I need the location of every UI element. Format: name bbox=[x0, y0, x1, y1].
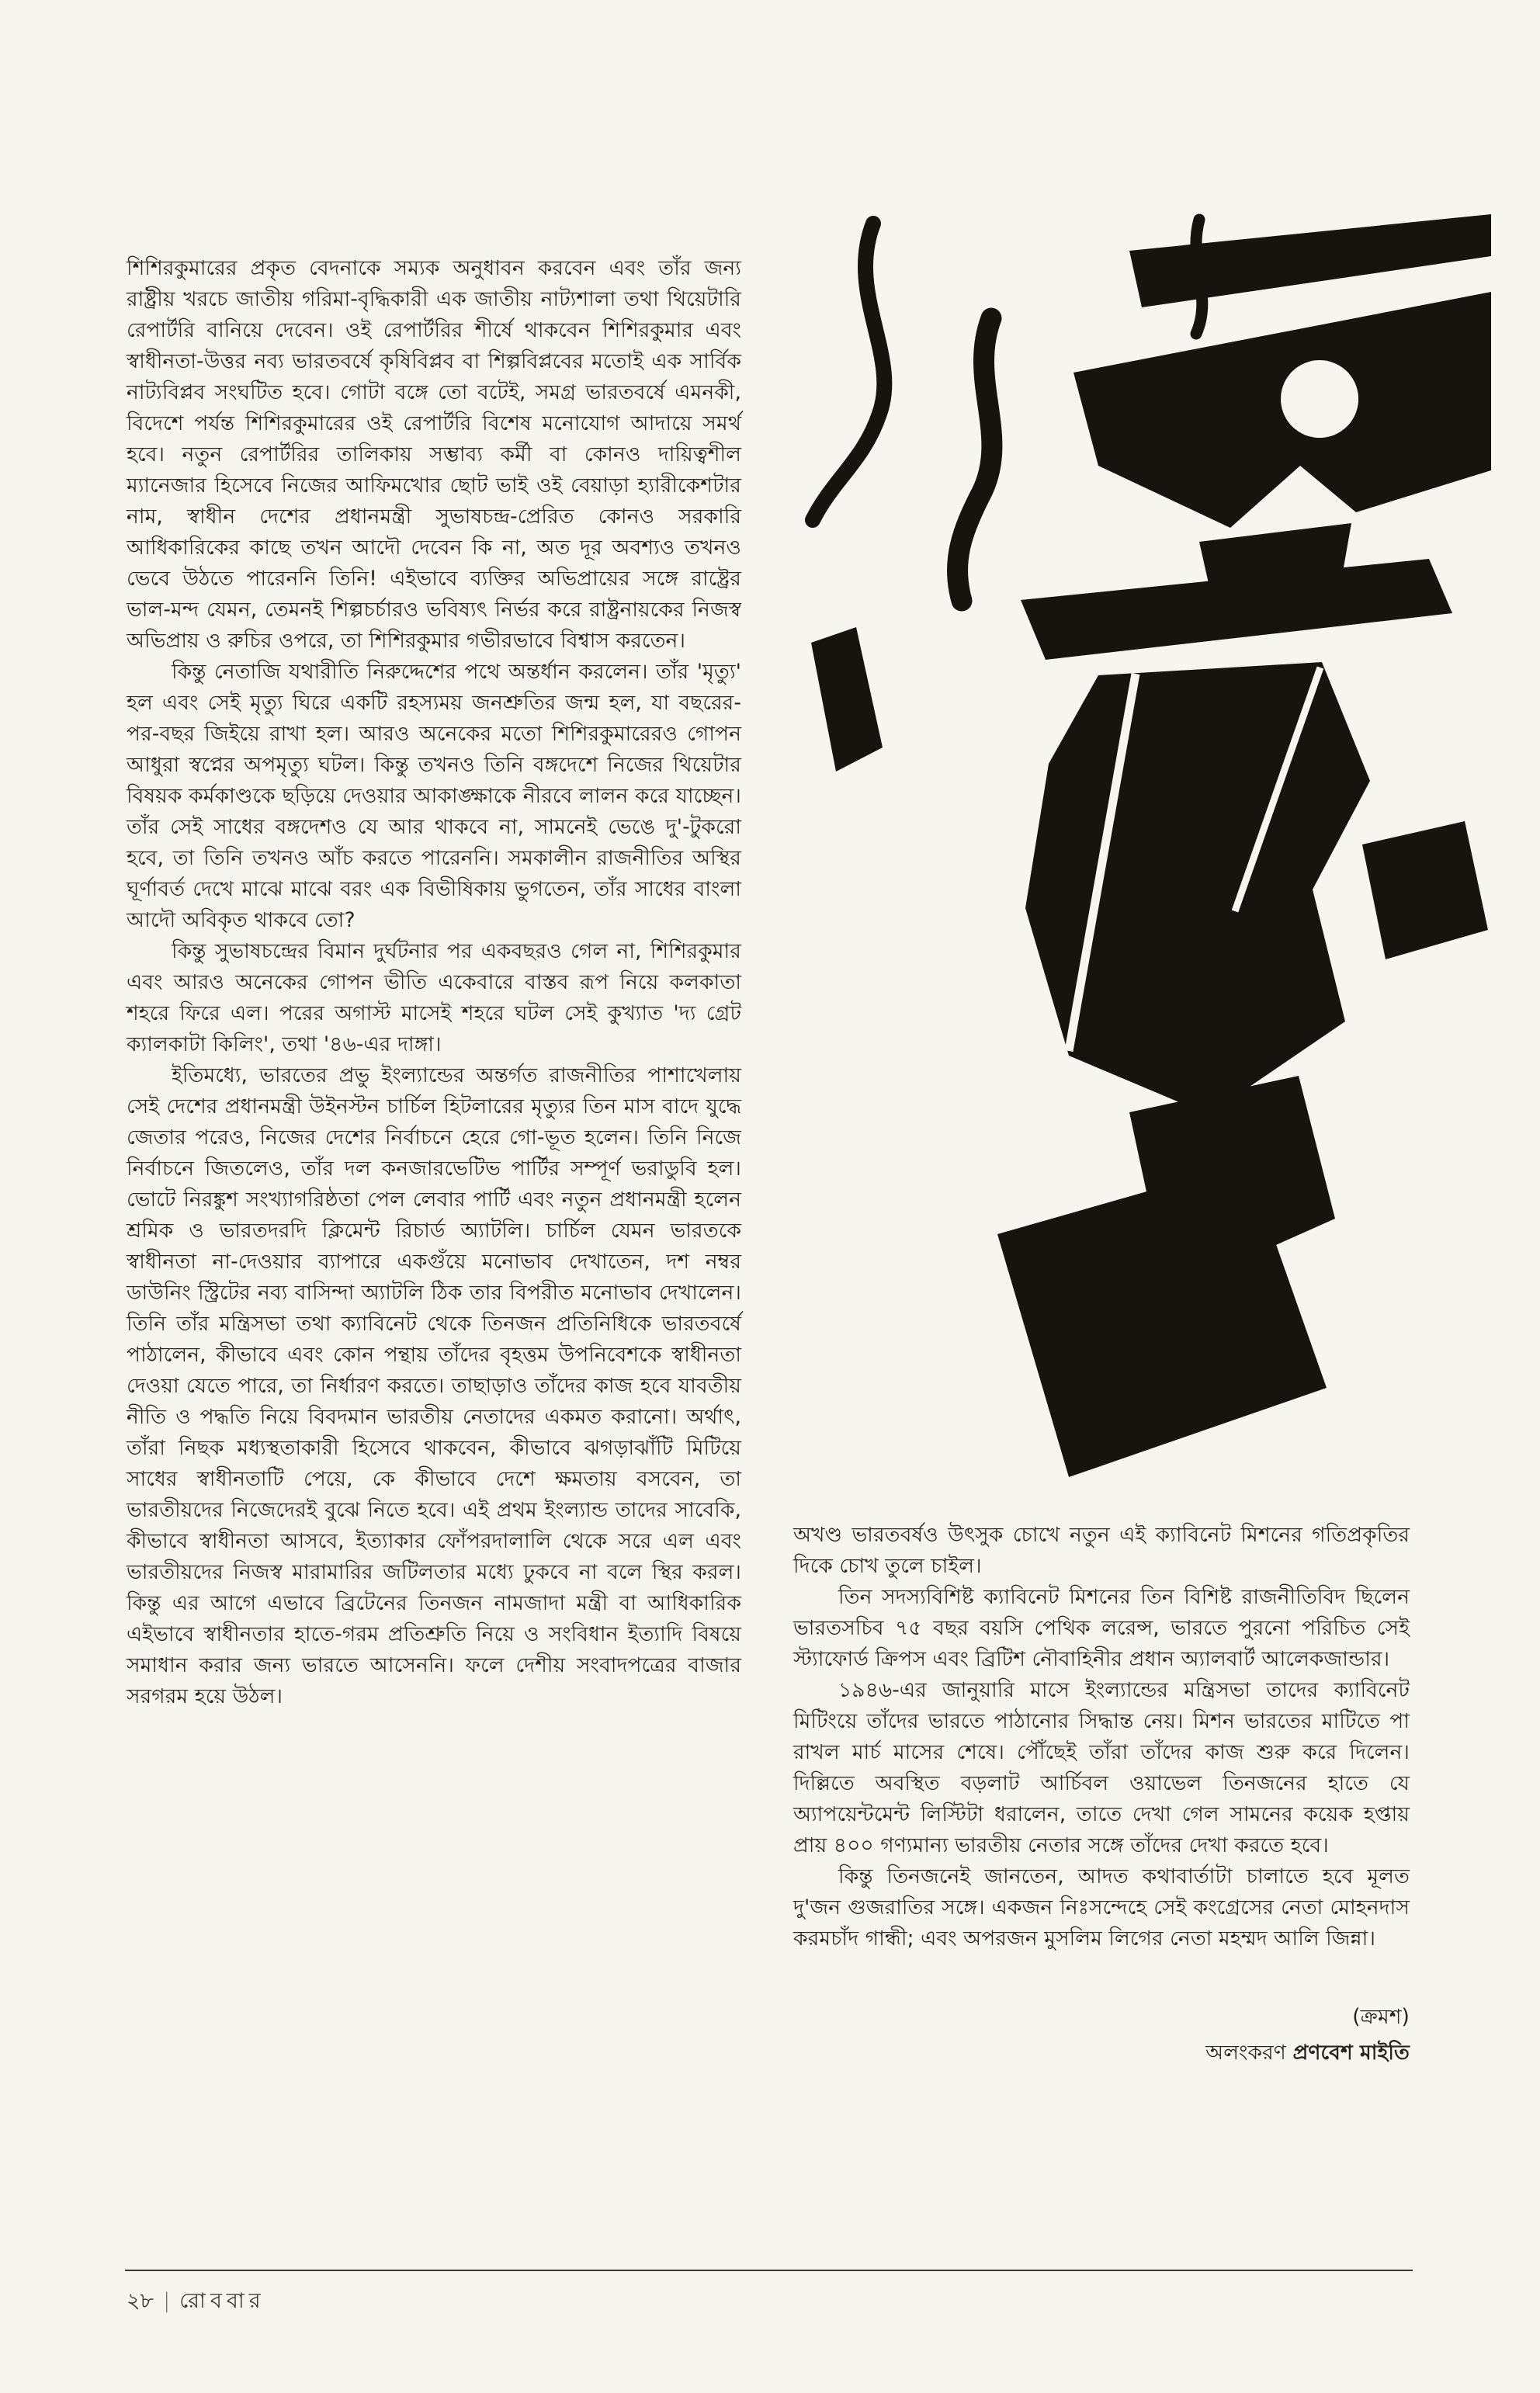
continuation-marker: (ক্রমশ) bbox=[1352, 2005, 1410, 2029]
left-text-column bbox=[127, 253, 741, 1712]
band-shape bbox=[1129, 214, 1491, 307]
credit-block bbox=[793, 1999, 1410, 2071]
footer-page-label bbox=[127, 2285, 265, 2320]
ribbon-shape bbox=[957, 318, 991, 601]
strip-shape bbox=[811, 627, 883, 772]
illustration-credit bbox=[793, 2035, 1410, 2071]
page-number: ২৮ bbox=[127, 2289, 154, 2313]
paragraph: ইতিমধ্যে, ভারতের প্রভু ইংল্যান্ডের অন্তর্গত রাজনীতির পাশাখেলায় সেই দেশের প্রধানমন্ত্রী উইনস্টন চার্চিল হিটলারের মৃত্যুর তিন মাস বাদে যুদ্ধে জেতার পরেও, নিজের দেশের নির্বাচনে হেরে গো-ভূত হলেন। তিনি নিজে নির্বাচনে জিতলেও, তাঁর দল কনজারভেটিভ পার্টির সম্পূর্ণ ভরাডুবি হল। ভোটে নিরঙ্কুশ সংখ্যাগরিষ্ঠতা পেল লেবার পার্টি এবং নতুন প্রধানমন্ত্রী হলেন শ্রমিক ও ভারতদরদি ক্লিমেন্ট রিচার্ড অ্যাটলি। চার্চিল যেমন ভারতকে স্বাধীনতা না-দেওয়ার ব্যাপারে একগুঁয়ে মনোভাব দেখাতেন, দশ নম্বর ডাউনিং স্ট্রিটের নব্য বাসিন্দা অ্যাটলি ঠিক তার বিপরীত মনোভাব দেখালেন। তিনি তাঁর মন্ত্রিসভা তথা ক্যাবিনেট থেকে তিনজন প্রতিনিধিকে ভারতবর্ষে পাঠালেন, কীভাবে এবং কোন পন্থায় তাঁদের বৃহত্তম উপনিবেশকে স্বাধীনতা দেওয়া যেতে পারে, তা নির্ধারণ করতে। তাছাড়াও তাঁদের কাজ হবে যাবতীয় নীতি ও পদ্ধতি নিয়ে বিবদমান ভারতীয় নেতাদের একমত করানো। অর্থাৎ, তাঁরা নিছক মধ্যস্থতাকারী হিসেবে থাকবেন, কীভাবে ঝগড়াঝাঁটি মিটিয়ে সাধের স্বাধীনতাটি পেয়ে, কে কীভাবে দেশে ক্ষমতায় বসবেন, তা ভারতীয়দের নিজেদেরই বুঝে নিতে হবে। এই প্রথম ইংল্যান্ড তাদের সাবেকি, কীভাবে স্বাধীনতা আসবে, ইত্যাকার ফোঁপরদালালি থেকে সরে এল এবং ভারতীয়দের নিজস্ব মারামারির জটিলতার মধ্যে ঢুকবে না বলে স্থির করল। কিন্তু এর আগে এভাবে ব্রিটেনের তিনজন নামজাদা মন্ত্রী বা আধিকারিক এইভাবে স্বাধীনতার হাতে-গরম প্রতিশ্রুতি নিয়ে ও সংবিধান ইত্যাদি বিষয়ে সমাধান করার জন্য ভারতে আসেননি। ফলে দেশীয় সংবাদপত্রের বাজার সরগরম হয়ে উঠল। bbox=[127, 1063, 741, 1708]
mass-shape bbox=[1025, 662, 1370, 1115]
abstract-ink-collage-illustration bbox=[765, 208, 1494, 1496]
paragraph: তিন সদস্যবিশিষ্ট ক্যাবিনেট মিশনের তিন বিশিষ্ট রাজনীতিবিদ ছিলেন ভারতসচিব ৭৫ বছর বয়সি পেথিক লরেন্স, ভারতে পুরনো পরিচিত সেই স্ট্যাফোর্ড ক্রিপস এবং ব্রিটিশ নৌবাহিনীর প্রধান অ্যালবার্ট আলেকজান্ডার। bbox=[793, 1585, 1410, 1671]
paragraph: কিন্তু নেতাজি যথারীতি নিরুদ্দেশের পথে অন্তর্ধান করলেন। তাঁর 'মৃত্যু' হল এবং সেই মৃত্যু ঘিরে একটি রহস্যময় জনশ্রুতির জন্ম হল, যা বছরের-পর-বছর জিইয়ে রাখা হল। আরও অনেকের মতো শিশিরকুমারেরও গোপন আধুরা স্বপ্নের অপমৃত্যু ঘটল। কিন্তু তখনও তিনি বঙ্গদেশে নিজের থিয়েটার বিষয়ক কর্মকাণ্ডকে ছড়িয়ে দেওয়ার আকাঙ্ক্ষাকে নীরবে লালন করে যাচ্ছেন। তাঁর সেই সাধের বঙ্গদেশও যে আর থাকবে না, সামনেই ভেঙে দু'-টুকরো হবে, তা তিনি তখনও আঁচ করতে পারেননি। সমকালীন রাজনীতির অস্থির ঘূর্ণাবর্ত দেখে মাঝে মাঝে বরং এক বিভীষিকায় ভুগতেন, তাঁর সাধের বাংলা আদৌ অবিকৃত থাকবে তো? bbox=[127, 660, 741, 932]
magazine-name: রোববার bbox=[179, 2289, 265, 2313]
credit-label: অলংকরণ bbox=[1205, 2041, 1286, 2065]
credit-name: প্রণবেশ মাইতি bbox=[1292, 2041, 1410, 2065]
ribbon-shape bbox=[813, 224, 884, 520]
paragraph: কিন্তু তিনজনেই জানতেন, আদত কথাবার্তাটা চালাতে হবে মূলত দু'জন গুজরাতির সঙ্গে। একজন নিঃসন্দেহে সেই কংগ্রেসের নেতা মোহনদাস করমচাঁদ গান্ধী; এবং অপরজন মুসলিম লিগের নেতা মহম্মদ আলি জিন্না। bbox=[793, 1864, 1410, 1951]
right-text-column bbox=[793, 1520, 1410, 2071]
footer-divider bbox=[125, 2270, 1413, 2271]
ink-shapes bbox=[811, 214, 1491, 1477]
footer-separator: | bbox=[163, 2289, 171, 2313]
paragraph: ১৯৪৬-এর জানুয়ারি মাসে ইংল্যান্ডের মন্ত্রিসভা তাদের ক্যাবিনেট মিটিংয়ে তাঁদের ভারতে পাঠানোর সিদ্ধান্ত নেয়। মিশন ভারতের মাটিতে পা রাখল মার্চ মাসের শেষে। পৌঁছেই তাঁরা তাঁদের কাজ শুরু করে দিলেন। দিল্লিতে অবস্থিত বড়লাট আর্চিবল ওয়াভেল তিনজনের হাতে যে অ্যাপয়েন্টমেন্ট লিস্টিটা ধরালেন, তাতে দেখা গেল সামনের কয়েক হপ্তায় প্রায় ৪০০ গণ্যমান্য ভারতীয় নেতার সঙ্গে তাঁদের দেখা করতে হবে। bbox=[793, 1678, 1410, 1857]
paragraph: শিশিরকুমারের প্রকৃত বেদনাকে সম্যক অনুধাবন করবেন এবং তাঁর জন্য রাষ্ট্রীয় খরচে জাতীয় গরিমা-বৃদ্ধিকারী এক জাতীয় নাট্যশালা তথা থিয়েটারি রেপার্টরি বানিয়ে দেবেন। ওই রেপার্টরির শীর্ষে থাকবেন শিশিরকুমার এবং স্বাধীনতা-উত্তর নব্য ভারতবর্ষে কৃষিবিপ্লব বা শিল্পবিপ্লবের মতোই এক সার্বিক নাট্যবিপ্লব সংঘটিত হবে। গোটা বঙ্গে তো বটেই, সমগ্র ভারতবর্ষে এমনকী, বিদেশে পর্যন্ত শিশিরকুমারের ওই রেপার্টরি বিশেষ মনোযোগ আদায়ে সমর্থ হবে। নতুন রেপার্টরির তালিকায় সম্ভাব্য কর্মী বা কোনও দায়িত্বশীল ম্যানেজার হিসেবে নিজের আফিমখোর ছোট ভাই ওই বেয়াড়া হ্যারীকেশটার নাম, স্বাধীন দেশের প্রধানমন্ত্রী সুভাষচন্দ্র-প্রেরিত কোনও সরকারি আধিকারিকের কাছে তখন আদৌ দেবেন কি না, অত দূর অবশ্যও তখনও ভেবে উঠতে পারেননি তিনি! এইভাবে ব্যক্তির অভিপ্রায়ের সঙ্গে রাষ্ট্রের ভাল-মন্দ যেমন, তেমনই শিল্পচর্চারও ভবিষ্যৎ নির্ভর করে রাষ্ট্রনায়কের নিজস্ব অভিপ্রায় ও রুচির ওপরে, তা শিশিরকুমার গভীরভাবে বিশ্বাস করতেন। bbox=[127, 256, 741, 653]
ink-collage-svg bbox=[765, 208, 1494, 1496]
mass-shape bbox=[1073, 292, 1491, 528]
paragraph: অখণ্ড ভারতবর্ষও উৎসুক চোখে নতুন এই ক্যাবিনেট মিশনের গতিপ্রকৃতির দিকে চোখ তুলে চাইল। bbox=[793, 1523, 1410, 1578]
paragraph: কিন্তু সুভাষচন্দ্রের বিমান দুর্ঘটনার পর একবছরও গেল না, শিশিরকুমার এবং আরও অনেকের গোপন ভীতি একেবারে বাস্তব রূপ নিয়ে কলকাতা শহরে ফিরে এল। পরের অগাস্ট মাসেই শহরে ঘটল সেই কুখ্যাত 'দ্য গ্রেট ক্যালকাটা কিলিং', তথা '৪৬-এর দাঙ্গা। bbox=[127, 939, 741, 1056]
chunk-shape bbox=[1362, 821, 1488, 959]
